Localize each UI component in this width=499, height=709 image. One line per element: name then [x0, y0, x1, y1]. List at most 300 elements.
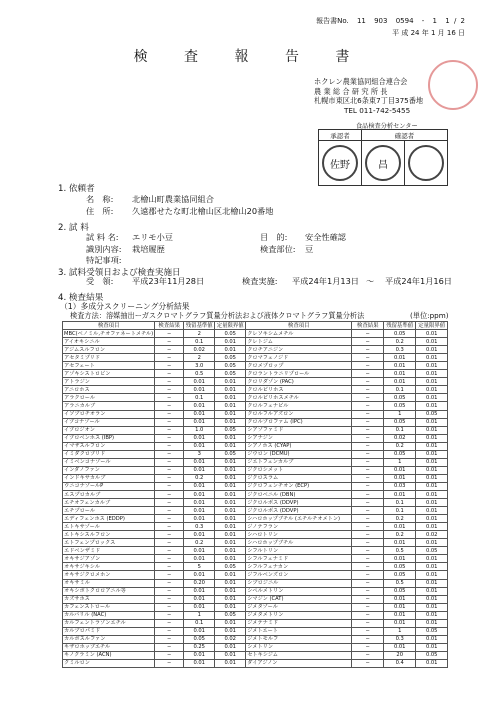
table-value-cell: 0.01: [215, 547, 246, 555]
table-value-cell: 0.05: [384, 571, 416, 579]
table-value-cell: 0.01: [184, 595, 215, 603]
table-value-cell: −: [352, 410, 384, 418]
table-row: [63, 346, 448, 354]
table-value-cell: −: [352, 547, 384, 555]
table-value-cell: 0.01: [416, 450, 448, 458]
table-value-cell: 0.5: [184, 370, 215, 378]
table-value-cell: −: [352, 386, 384, 394]
table-value-cell: −: [155, 507, 184, 515]
table-value-cell: −: [155, 635, 184, 643]
table-value-cell: 0.1: [184, 394, 215, 402]
table-value-cell: −: [155, 458, 184, 466]
table-value-cell: −: [352, 346, 384, 354]
table-value-cell: −: [155, 531, 184, 539]
table-value-cell: −: [352, 354, 384, 362]
table-row: [63, 499, 448, 507]
table-value-cell: 0.01: [416, 579, 448, 587]
table-value-cell: 0.01: [384, 362, 416, 370]
table-value-cell: 0.01: [416, 507, 448, 515]
table-value-cell: 0.01: [215, 507, 246, 515]
table-item-cell: ジノテフラン: [246, 523, 352, 531]
table-item-cell: アジムスルフロン: [63, 346, 155, 354]
table-row: [63, 579, 448, 587]
table-value-cell: 0.3: [384, 635, 416, 643]
table-row: [63, 474, 448, 482]
table-value-cell: 0.5: [384, 547, 416, 555]
table-value-cell: 20: [384, 651, 416, 659]
table-value-cell: 0.01: [184, 515, 215, 523]
table-row: [63, 378, 448, 386]
table-value-cell: 3: [184, 450, 215, 458]
table-value-cell: 0.01: [184, 627, 215, 635]
table-value-cell: 0.01: [416, 394, 448, 402]
table-header-cell: 検査結果: [155, 322, 184, 330]
table-item-cell: ジクロベニル (DBN): [246, 490, 352, 498]
table-item-cell: クロリダゾン (PAC): [246, 378, 352, 386]
section-requester-heading: 1. 依頼者: [58, 184, 95, 194]
company-seal-icon: [428, 60, 478, 110]
table-item-cell: ダイアジノン: [246, 659, 352, 667]
table-value-cell: 0.01: [416, 659, 448, 667]
table-row: [63, 539, 448, 547]
table-value-cell: 0.02: [384, 434, 416, 442]
report-number-part: 1: [445, 17, 450, 25]
table-header-cell: 検査項目: [63, 322, 155, 330]
table-value-cell: 0.05: [184, 635, 215, 643]
table-value-cell: −: [352, 563, 384, 571]
approver-label: 承認者: [319, 130, 362, 141]
table-row: [63, 603, 448, 611]
table-item-cell: カルプロパミド: [63, 627, 155, 635]
issuer-tel: TEL 011-742-5455: [344, 105, 411, 115]
table-value-cell: 0.01: [384, 611, 416, 619]
table-row: [63, 418, 448, 426]
table-value-cell: 0.01: [215, 643, 246, 651]
table-value-cell: 1.0: [184, 426, 215, 434]
table-value-cell: −: [155, 611, 184, 619]
table-item-cell: ジクロルボス (DDVP): [246, 499, 352, 507]
table-item-cell: カズサホス: [63, 595, 155, 603]
table-value-cell: 0.01: [416, 611, 448, 619]
table-value-cell: 0.01: [215, 410, 246, 418]
table-value-cell: −: [155, 555, 184, 563]
table-value-cell: 0.01: [416, 338, 448, 346]
table-value-cell: 0.01: [215, 539, 246, 547]
table-item-cell: オキサジクロメホン: [63, 571, 155, 579]
table-value-cell: 0.01: [384, 474, 416, 482]
table-value-cell: 0.01: [416, 539, 448, 547]
issuer-block: [314, 77, 423, 115]
table-item-cell: クロメプロップ: [246, 362, 352, 370]
table-value-cell: 2: [184, 354, 215, 362]
table-item-cell: エチプロール: [63, 507, 155, 515]
table-value-cell: −: [352, 635, 384, 643]
table-item-cell: アニロホス: [63, 386, 155, 394]
table-value-cell: −: [155, 547, 184, 555]
table-item-cell: ジメトエート: [246, 627, 352, 635]
table-item-cell: キザロホップエチル: [63, 643, 155, 651]
table-item-cell: ジクロスラム: [246, 474, 352, 482]
table-value-cell: 0.5: [384, 579, 416, 587]
table-item-cell: シアノホス (CYAP): [246, 442, 352, 450]
table-row: [63, 635, 448, 643]
table-value-cell: 0.01: [384, 354, 416, 362]
table-value-cell: −: [352, 362, 384, 370]
table-item-cell: MBC(ベノミル,チオファネートメチル): [64, 330, 154, 337]
report-number-part: 1: [432, 17, 437, 25]
table-value-cell: −: [352, 434, 384, 442]
table-row: [63, 595, 448, 603]
inspection-part-value: 豆: [305, 244, 314, 254]
table-value-cell: 0.01: [384, 643, 416, 651]
table-item-cell: シフルフェナミド: [246, 555, 352, 563]
table-row: [63, 643, 448, 651]
table-value-cell: 0.02: [215, 635, 246, 643]
table-item-cell: イプロジオン: [63, 426, 155, 434]
received-label: 受 領:: [86, 276, 114, 286]
table-value-cell: 0.01: [184, 531, 215, 539]
table-item-cell: ジクロシメット: [246, 466, 352, 474]
received-date: 平成23年11月28日: [132, 276, 205, 286]
table-value-cell: 0.05: [384, 450, 416, 458]
notes-label: 特記事項:: [86, 255, 122, 265]
table-value-cell: 0.01: [215, 434, 246, 442]
table-item-cell: クロラントラニリプロール: [246, 370, 352, 378]
table-item-cell: シハロホップブチル (エチルチオメトン): [246, 515, 352, 523]
table-value-cell: 0.01: [416, 619, 448, 627]
table-item-cell: エスプロカルブ: [63, 490, 155, 498]
table-value-cell: −: [155, 370, 184, 378]
table-value-cell: 0.01: [184, 651, 215, 659]
table-value-cell: 0.01: [416, 563, 448, 571]
table-value-cell: 0.05: [215, 450, 246, 458]
table-value-cell: 0.01: [416, 466, 448, 474]
table-value-cell: −: [155, 539, 184, 547]
purpose-value: 安全性確認: [305, 232, 346, 242]
table-row: [63, 507, 448, 515]
issuer-address: 札幌市東区北6条東7丁目375番地: [314, 96, 424, 105]
table-item-cell: ジメタメトリン: [246, 611, 352, 619]
table-item-cell: イミベンコナゾール: [63, 458, 155, 466]
table-item-cell: アラクロール: [63, 394, 155, 402]
table-value-cell: −: [352, 490, 384, 498]
table-row: [63, 523, 448, 531]
table-value-cell: 0.01: [215, 523, 246, 531]
table-row: [63, 627, 448, 635]
section-dates-heading: 3. 試料受領日および検査実施日: [58, 268, 181, 278]
table-value-cell: 0.1: [384, 499, 416, 507]
table-value-cell: −: [155, 603, 184, 611]
table-item-cell: クレトジム: [246, 338, 352, 346]
checker-stamp: 昌: [365, 145, 401, 181]
table-item-cell: オキシボトクロロアニル等: [63, 587, 155, 595]
inspection-part-label: 検査部位:: [260, 244, 296, 254]
table-value-cell: 0.01: [184, 499, 215, 507]
table-value-cell: 0.01: [416, 643, 448, 651]
table-header-cell: 残留基準値: [384, 322, 416, 330]
table-value-cell: 0.1: [384, 426, 416, 434]
table-value-cell: 0.01: [416, 330, 448, 338]
table-item-cell: クロルピリホスメチル: [246, 394, 352, 402]
table-value-cell: −: [155, 474, 184, 482]
table-row: [63, 402, 448, 410]
report-date: 平 成 24 年 1 月 16 日: [392, 29, 465, 37]
table-row: [63, 555, 448, 563]
table-value-cell: 0.1: [184, 619, 215, 627]
table-item-cell: ジクロフェンチオン (ECP): [246, 482, 352, 490]
table-value-cell: −: [352, 418, 384, 426]
table-item-cell: アゾキシストロビン: [63, 370, 155, 378]
table-value-cell: 1: [384, 410, 416, 418]
implementation-label: 検査実施:: [242, 276, 278, 286]
table-value-cell: −: [352, 555, 384, 563]
table-value-cell: 0.01: [184, 659, 215, 667]
table-value-cell: −: [352, 659, 384, 667]
table-value-cell: 0.01: [416, 571, 448, 579]
table-item-cell: ジクロルボス (DDVP): [246, 507, 352, 515]
purpose-label: 目 的:: [260, 232, 288, 242]
table-value-cell: −: [155, 619, 184, 627]
table-value-cell: 0.01: [416, 603, 448, 611]
table-row: [63, 410, 448, 418]
table-row: [63, 619, 448, 627]
table-value-cell: 0.01: [215, 619, 246, 627]
table-value-cell: 0.01: [215, 571, 246, 579]
table-value-cell: 0.05: [215, 354, 246, 362]
table-item-cell: シフルフェナカン: [246, 563, 352, 571]
table-value-cell: 0.01: [215, 499, 246, 507]
table-item-cell: クミルロン: [63, 659, 155, 667]
table-value-cell: −: [352, 442, 384, 450]
table-value-cell: −: [352, 330, 384, 338]
table-value-cell: 0.01: [416, 354, 448, 362]
table-value-cell: 0.01: [416, 418, 448, 426]
table-item-cell: オキサジキシル: [63, 563, 155, 571]
table-value-cell: −: [155, 587, 184, 595]
table-item-cell: イソプロチオラン: [63, 410, 155, 418]
requester-name: 北檜山町農業協同組合: [132, 194, 214, 204]
table-row: [63, 571, 448, 579]
table-item-cell: シペルメトリン: [246, 587, 352, 595]
table-value-cell: 3.0: [184, 362, 215, 370]
table-value-cell: −: [352, 619, 384, 627]
table-item-cell: ウニコナゾールP: [63, 482, 155, 490]
table-item-cell: シフルトリン: [246, 547, 352, 555]
table-item-cell: ジメタゾール: [246, 603, 352, 611]
table-value-cell: 0.01: [416, 346, 448, 354]
table-value-cell: −: [352, 426, 384, 434]
table-value-cell: 0.03: [384, 482, 416, 490]
table-item-cell: イプコナゾール: [63, 418, 155, 426]
inspection-method: 検査方法：溶媒抽出ーガスクロマトグラフ質量分析法および液体クロマトグラフ質量分析法: [70, 311, 365, 320]
table-value-cell: −: [155, 426, 184, 434]
table-value-cell: 0.01: [215, 394, 246, 402]
table-value-cell: 0.01: [384, 603, 416, 611]
table-item-cell: ジフルベンズロン: [246, 571, 352, 579]
report-number-part: -: [421, 17, 425, 25]
table-value-cell: 0.3: [384, 346, 416, 354]
table-value-cell: 0.01: [416, 458, 448, 466]
table-value-cell: −: [155, 651, 184, 659]
table-value-cell: 0.01: [184, 603, 215, 611]
table-value-cell: 0.01: [184, 458, 215, 466]
table-item-cell: アセフェート: [63, 362, 155, 370]
table-row: [63, 611, 448, 619]
table-value-cell: −: [352, 531, 384, 539]
table-value-cell: 2: [184, 330, 215, 338]
table-value-cell: −: [155, 515, 184, 523]
table-row: [63, 515, 448, 523]
table-row: [63, 531, 448, 539]
checker-label: 確認者: [362, 130, 448, 141]
table-value-cell: −: [352, 370, 384, 378]
table-value-cell: 0.01: [184, 587, 215, 595]
approval-stamp-table: [318, 129, 448, 186]
table-value-cell: −: [352, 579, 384, 587]
table-value-cell: −: [155, 354, 184, 362]
implementation-from: 平成24年1月13日: [292, 276, 359, 286]
table-item-cell: アトラジン: [63, 378, 155, 386]
table-value-cell: 0.01: [215, 627, 246, 635]
table-value-cell: 0.01: [416, 482, 448, 490]
table-item-cell: アイオキシニル: [63, 338, 155, 346]
table-value-cell: 0.05: [215, 426, 246, 434]
table-value-cell: −: [352, 643, 384, 651]
results-table: [62, 321, 448, 668]
table-value-cell: −: [155, 627, 184, 635]
table-item-cell: シアゾファミド: [246, 426, 352, 434]
table-value-cell: −: [155, 394, 184, 402]
table-value-cell: 0.05: [384, 394, 416, 402]
results-subheading: （1）多成分スクリーニング分析結果: [60, 302, 190, 311]
table-value-cell: 0.2: [184, 539, 215, 547]
table-value-cell: 0.01: [184, 571, 215, 579]
report-number-part: 0594: [395, 17, 414, 25]
table-value-cell: 0.01: [184, 555, 215, 563]
table-item-cell: イマザスルフロン: [63, 442, 155, 450]
table-value-cell: 0.01: [384, 466, 416, 474]
table-value-cell: 0.01: [416, 442, 448, 450]
table-value-cell: −: [155, 410, 184, 418]
table-value-cell: 0.01: [215, 555, 246, 563]
table-value-cell: 0.01: [416, 515, 448, 523]
table-header-cell: 残留基準値: [184, 322, 215, 330]
table-value-cell: 0.01: [384, 595, 416, 603]
table-value-cell: 0.01: [384, 378, 416, 386]
table-value-cell: 0.4: [384, 659, 416, 667]
table-item-cell: クロマフェノジド: [246, 354, 352, 362]
issuer-lab: 農 業 総 合 研 究 所 長: [314, 86, 388, 96]
table-value-cell: 0.01: [416, 587, 448, 595]
table-value-cell: 0.1: [384, 386, 416, 394]
report-number-label: 報告書No.: [316, 17, 349, 25]
table-value-cell: −: [352, 603, 384, 611]
table-value-cell: 0.01: [184, 482, 215, 490]
table-value-cell: 0.01: [215, 659, 246, 667]
table-value-cell: 0.05: [215, 611, 246, 619]
table-item-cell: アセタミプリド: [63, 354, 155, 362]
table-value-cell: −: [352, 450, 384, 458]
table-item-cell: クロルピリホス: [246, 386, 352, 394]
table-value-cell: −: [155, 434, 184, 442]
table-value-cell: 0.2: [184, 474, 215, 482]
table-value-cell: 0.01: [215, 595, 246, 603]
table-value-cell: 0.01: [416, 474, 448, 482]
table-value-cell: 1: [384, 627, 416, 635]
table-row: [63, 434, 448, 442]
report-number-part: 11: [356, 17, 366, 25]
table-header-row: [63, 322, 448, 330]
table-value-cell: 0.05: [416, 627, 448, 635]
table-item-cell: オキサジアゾン: [63, 555, 155, 563]
table-row: [63, 450, 448, 458]
table-row: [63, 442, 448, 450]
table-value-cell: 0.05: [384, 402, 416, 410]
table-value-cell: −: [352, 611, 384, 619]
table-value-cell: 0.25: [184, 643, 215, 651]
table-value-cell: 0.1: [184, 338, 215, 346]
table-value-cell: −: [352, 627, 384, 635]
table-value-cell: 0.01: [416, 362, 448, 370]
table-value-cell: 0.2: [384, 338, 416, 346]
table-value-cell: 0.20: [184, 579, 215, 587]
table-value-cell: 0.01: [416, 635, 448, 643]
table-value-cell: 0.01: [416, 426, 448, 434]
table-row: [63, 482, 448, 490]
table-value-cell: 0.01: [215, 338, 246, 346]
table-value-cell: 0.05: [384, 563, 416, 571]
table-value-cell: 0.01: [384, 370, 416, 378]
table-value-cell: 0.01: [184, 402, 215, 410]
table-value-cell: 0.01: [384, 539, 416, 547]
table-value-cell: −: [352, 587, 384, 595]
table-value-cell: 0.01: [215, 490, 246, 498]
approver-stamp: 佐 野: [322, 145, 358, 181]
table-value-cell: 0.01: [416, 370, 448, 378]
page-title: 検 査 報 告 書: [133, 49, 366, 65]
table-row: [63, 659, 448, 667]
table-value-cell: 0.02: [184, 346, 215, 354]
table-value-cell: 0.01: [215, 587, 246, 595]
table-value-cell: 0.01: [416, 523, 448, 531]
table-value-cell: −: [352, 515, 384, 523]
table-item-cell: オキサミル: [63, 579, 155, 587]
section-sample-heading: 2. 試 料: [58, 223, 89, 233]
table-value-cell: −: [352, 474, 384, 482]
issuer-org: ホクレン農業協同組合連合会: [314, 77, 408, 86]
table-value-cell: −: [352, 507, 384, 515]
table-item-cell: エディフェンホス (EDDP): [63, 515, 155, 523]
table-value-cell: 0.2: [384, 531, 416, 539]
table-value-cell: −: [352, 378, 384, 386]
table-value-cell: 0.01: [416, 386, 448, 394]
table-value-cell: 0.01: [215, 378, 246, 386]
table-value-cell: 0.01: [215, 458, 246, 466]
table-value-cell: 0.01: [215, 531, 246, 539]
table-header-cell: 定量限界値: [215, 322, 246, 330]
table-value-cell: 0.01: [215, 442, 246, 450]
table-row: [63, 563, 448, 571]
table-value-cell: −: [155, 482, 184, 490]
table-value-cell: −: [155, 330, 184, 338]
table-value-cell: 0.01: [416, 595, 448, 603]
table-value-cell: 0.2: [384, 515, 416, 523]
table-value-cell: 0.01: [416, 499, 448, 507]
table-header-cell: 検査項目: [246, 322, 352, 330]
table-value-cell: −: [155, 450, 184, 458]
table-item-cell: クレソキシムメチル: [246, 330, 352, 338]
table-item-cell: シプロジニル: [246, 579, 352, 587]
